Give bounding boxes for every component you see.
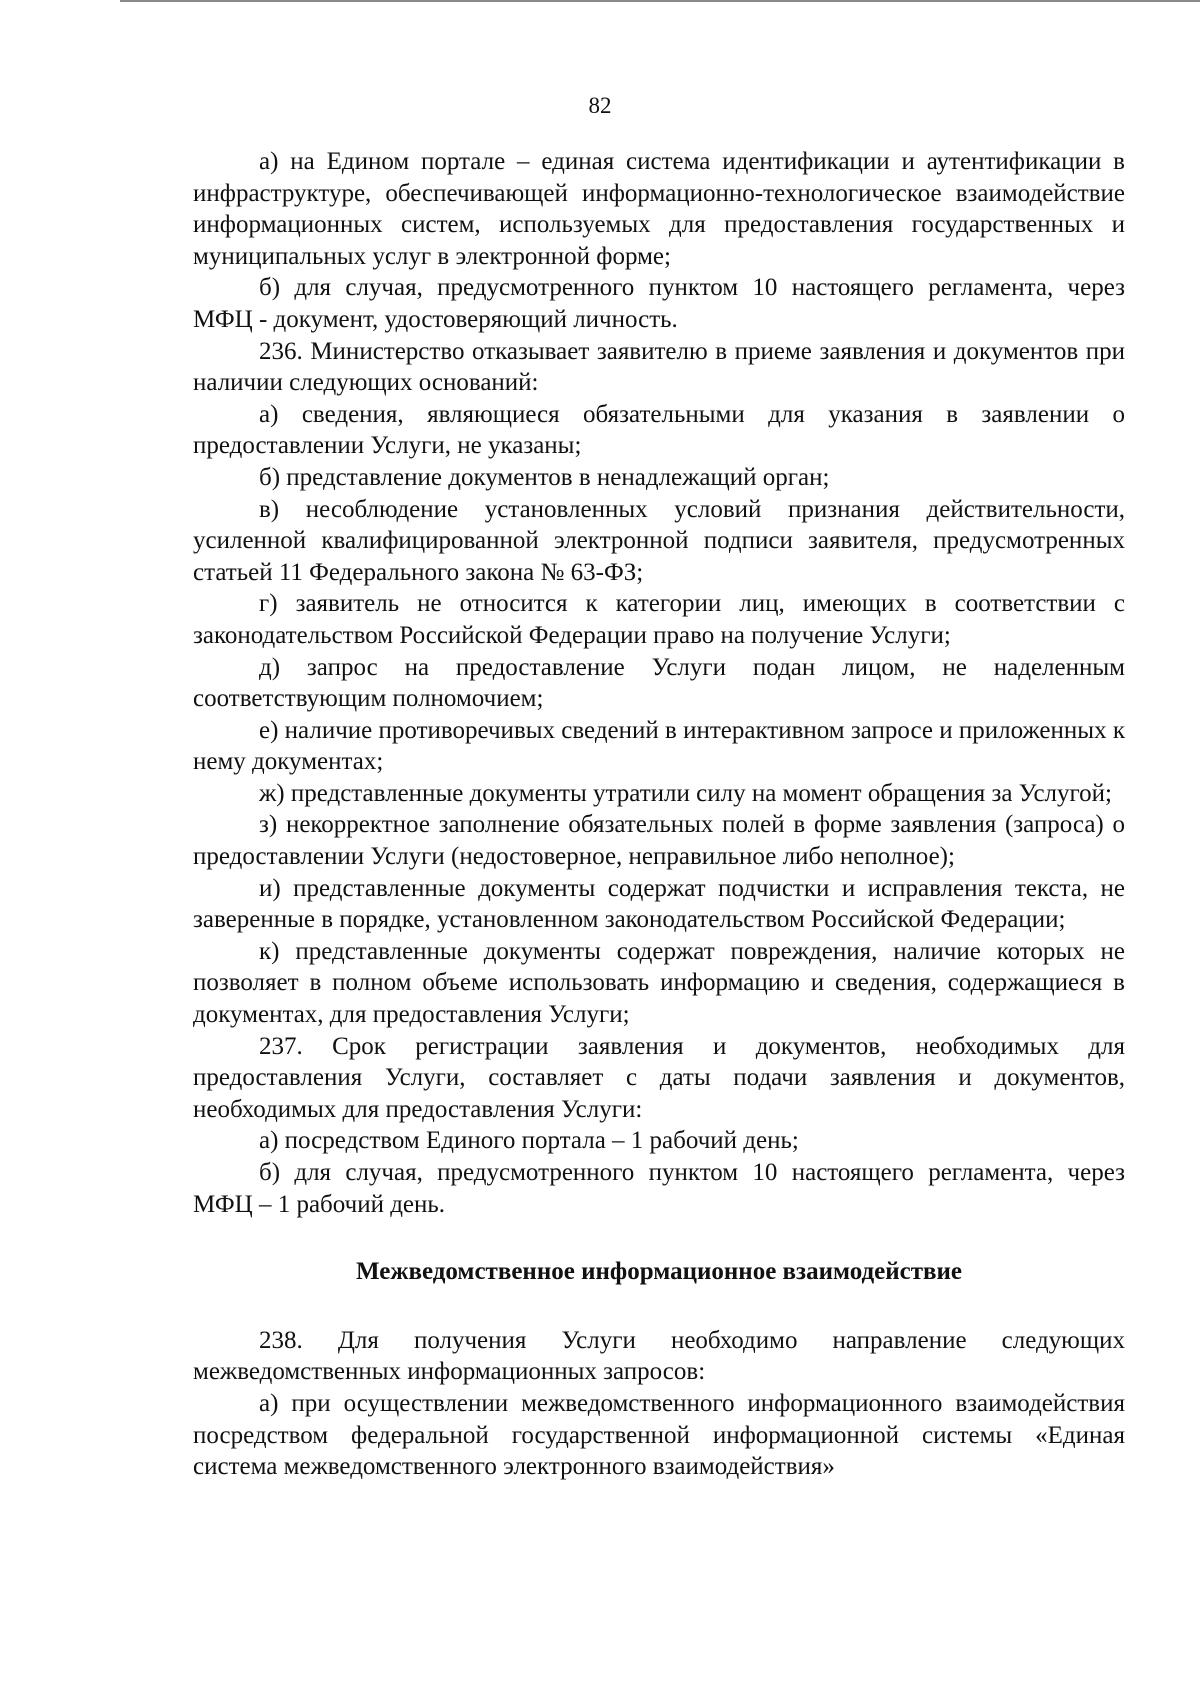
paragraph: е) наличие противоречивых сведений в интерактивном запросе и приложенных к нему документах; (193, 716, 1125, 776)
paragraph: а) при осуществлении межведомственного информационного взаимодействия посредством федеральной государственной информационной системы «Единая система межведомственного электронного взаимодействия» (193, 1389, 1125, 1481)
scan-top-edge (120, 0, 1200, 2)
paragraph: б) для случая, предусмотренного пунктом 10 настоящего регламента, через МФЦ - документ, удостоверяющий личность. (193, 274, 1125, 333)
paragraph: а) посредством Единого портала – 1 рабочий день; (259, 1127, 799, 1155)
paragraph: 237. Срок регистрации заявления и документов, необходимых для предоставления Услуги, составляет с даты подачи заявления и документов, необходимых для предоставления Услуги: (193, 1032, 1125, 1123)
paragraph: б) для случая, предусмотренного пунктом 10 настоящего регламента, через МФЦ – 1 рабочий день. (193, 1159, 1125, 1218)
paragraph: г) заявитель не относится к категории лиц, имеющих в соответствии с законодательством Российской Федерации право на получение Услуги; (193, 590, 1125, 649)
paragraph: а) на Едином портале – единая система идентификации и аутентификации в инфраструктуре, обеспечивающей информационно-технологическое взаимодействие информационных систем, используемых для предоставления государственных и муниципальных услуг в электронной форме; (193, 148, 1125, 270)
page-number: 82 (588, 93, 612, 118)
paragraph: к) представленные документы содержат повреждения, наличие которых не позволяет в полном объеме использовать информацию и сведения, содержащиеся в документах, для предоставления Услуги; (193, 937, 1125, 1029)
paragraph: з) некорректное заполнение обязательных полей в форме заявления (запроса) о предоставлении Услуги (недостоверное, неправильное либо неполное); (193, 811, 1125, 871)
paragraph: ж) представленные документы утратили силу на момент обращения за Услугой; (259, 779, 1112, 807)
document-body (193, 146, 1125, 1483)
paragraph: д) запрос на предоставление Услуги подан лицом, не наделенным соответствующим полномочием; (193, 653, 1125, 713)
paragraph: и) представленные документы содержат подчистки и исправления текста, не заверенные в порядке, установленном законодательством Российской Федерации; (193, 874, 1125, 934)
paragraph: 238. Для получения Услуги необходимо направление следующих межведомственных информационных запросов: (193, 1326, 1125, 1386)
paragraph: а) сведения, являющиеся обязательными для указания в заявлении о предоставлении Услуги, не указаны; (193, 400, 1125, 460)
paragraph: в) несоблюдение установленных условий признания действительности, усиленной квалифицированной электронной подписи заявителя, предусмотренных статьей 11 Федерального закона № 63-ФЗ; (193, 495, 1125, 586)
paragraph: 236. Министерство отказывает заявителю в приеме заявления и документов при наличии следующих оснований: (193, 337, 1125, 397)
section-heading: Межведомственное информационное взаимодействие (356, 1258, 962, 1286)
paragraph: б) представление документов в ненадлежащий орган; (259, 463, 830, 491)
